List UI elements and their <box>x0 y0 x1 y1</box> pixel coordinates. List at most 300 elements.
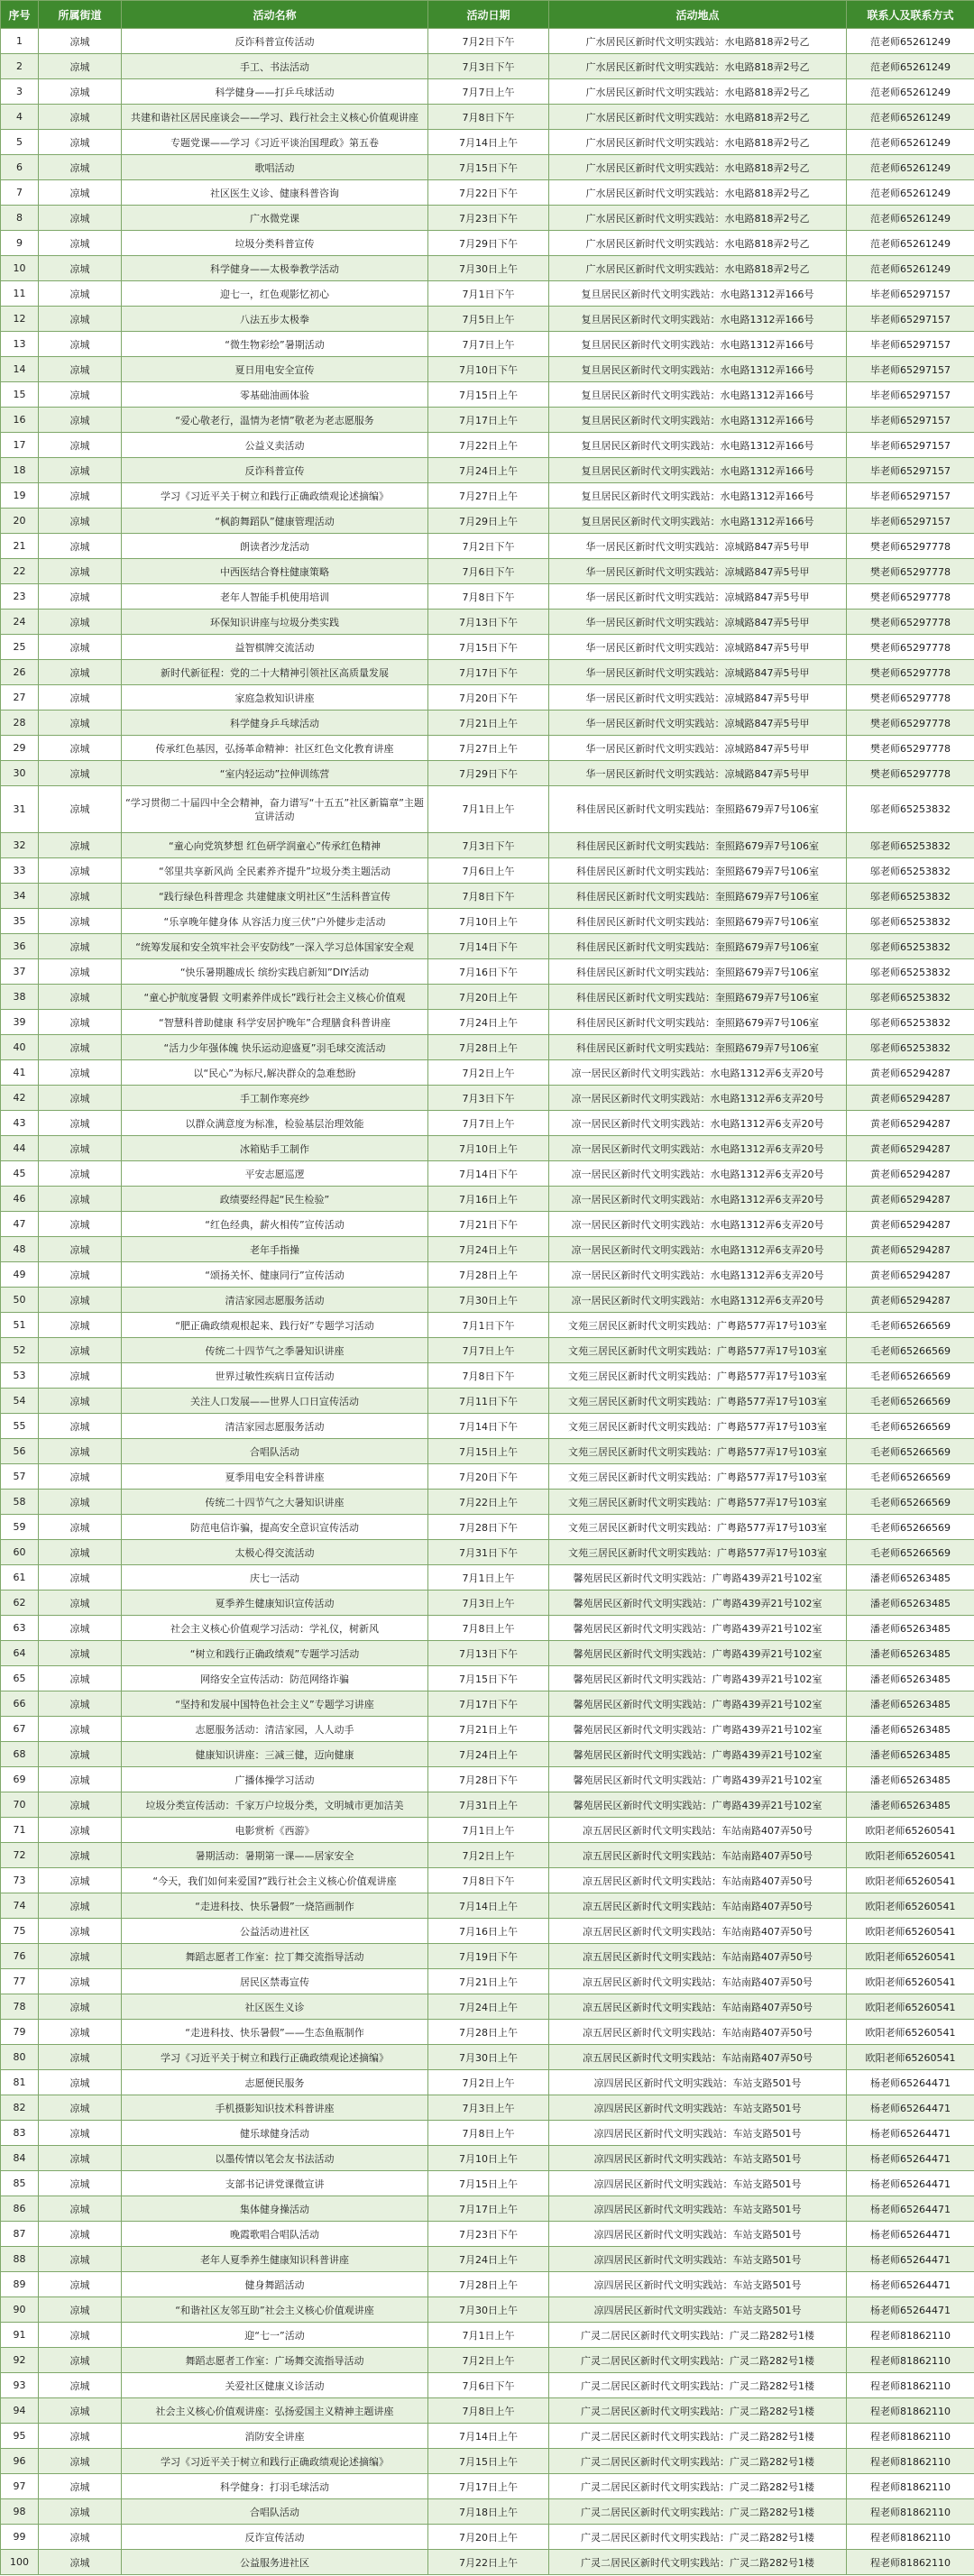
cell-activity: “学习贯彻二十届四中全会精神，奋力谱写“十五五”社区新篇章”主题宣讲活动 <box>122 786 428 833</box>
cell-location: 凉一居民区新时代文明实践站：水电路1312弄6支弄20号 <box>549 1136 847 1161</box>
cell-activity: 夏季用电安全科普讲座 <box>122 1464 428 1490</box>
cell-index: 81 <box>1 2070 39 2095</box>
cell-index: 90 <box>1 2297 39 2323</box>
cell-street: 凉城 <box>39 1792 122 1818</box>
cell-index: 5 <box>1 130 39 155</box>
table-row <box>1 2171 974 2196</box>
cell-street: 凉城 <box>39 2373 122 2398</box>
table-row <box>1 79 974 105</box>
cell-activity: 网络安全宣传活动：防范网络诈骗 <box>122 1666 428 1691</box>
cell-contact: 邬老师65253832 <box>847 833 974 858</box>
cell-date: 7月8日下午 <box>428 1868 549 1893</box>
cell-location: 华一居民区新时代文明实践站：凉城路847弄5号甲 <box>549 635 847 660</box>
cell-contact: 黄老师65294287 <box>847 1237 974 1262</box>
table-row <box>1 231 974 256</box>
cell-date: 7月15日上午 <box>428 382 549 408</box>
cell-location: 凉四居民区新时代文明实践站：车站支路501号 <box>549 2196 847 2222</box>
cell-date: 7月17日下午 <box>428 1691 549 1717</box>
cell-index: 61 <box>1 1565 39 1591</box>
cell-street: 凉城 <box>39 534 122 559</box>
cell-activity: 共建和谐社区居民座谈会——学习、践行社会主义核心价值观讲座 <box>122 105 428 130</box>
cell-index: 70 <box>1 1792 39 1818</box>
table-row <box>1 433 974 458</box>
table-row <box>1 2348 974 2373</box>
cell-street: 凉城 <box>39 1767 122 1792</box>
cell-index: 100 <box>1 2550 39 2575</box>
cell-street: 凉城 <box>39 1262 122 1288</box>
cell-index: 60 <box>1 1540 39 1565</box>
table-row <box>1 155 974 180</box>
table-row <box>1 1944 974 1969</box>
table-row <box>1 1919 974 1944</box>
cell-street: 凉城 <box>39 1490 122 1515</box>
cell-index: 94 <box>1 2398 39 2424</box>
table-row <box>1 1591 974 1616</box>
cell-contact: 毛老师65266569 <box>847 1338 974 1363</box>
cell-street: 凉城 <box>39 1616 122 1641</box>
cell-date: 7月14日下午 <box>428 934 549 959</box>
cell-location: 凉一居民区新时代文明实践站：水电路1312弄6支弄20号 <box>549 1237 847 1262</box>
cell-date: 7月21日上午 <box>428 1969 549 1994</box>
cell-contact: 欧阳老师65260541 <box>847 1994 974 2020</box>
cell-activity: 八法五步太极拳 <box>122 307 428 332</box>
cell-activity: 学习《习近平关于树立和践行正确政绩观论述摘编》 <box>122 483 428 509</box>
cell-contact: 范老师65261249 <box>847 105 974 130</box>
cell-contact: 范老师65261249 <box>847 29 974 54</box>
cell-index: 37 <box>1 959 39 985</box>
cell-activity: 反诈宣传活动 <box>122 2525 428 2550</box>
cell-index: 33 <box>1 858 39 884</box>
cell-street: 凉城 <box>39 858 122 884</box>
header-street: 所属街道 <box>39 1 122 29</box>
cell-date: 7月8日上午 <box>428 1616 549 1641</box>
cell-index: 15 <box>1 382 39 408</box>
cell-index: 68 <box>1 1742 39 1767</box>
cell-activity: “肥正确政绩观根起来、践行好”专题学习活动 <box>122 1313 428 1338</box>
cell-contact: 潘老师65263485 <box>847 1565 974 1591</box>
cell-street: 凉城 <box>39 1540 122 1565</box>
table-row <box>1 2146 974 2171</box>
cell-street: 凉城 <box>39 1994 122 2020</box>
table-row <box>1 1363 974 1389</box>
cell-index: 11 <box>1 281 39 307</box>
cell-activity: 志愿服务活动：清洁家园，人人动手 <box>122 1717 428 1742</box>
cell-location: 复旦居民区新时代文明实践站：水电路1312弄166号 <box>549 307 847 332</box>
cell-street: 凉城 <box>39 2474 122 2499</box>
cell-date: 7月17日下午 <box>428 660 549 685</box>
cell-contact: 杨老师65264471 <box>847 2121 974 2146</box>
cell-date: 7月30日上午 <box>428 256 549 281</box>
cell-location: 文苑三居民区新时代文明实践站：广粤路577弄17号103室 <box>549 1515 847 1540</box>
cell-location: 复旦居民区新时代文明实践站：水电路1312弄166号 <box>549 483 847 509</box>
header-location: 活动地点 <box>549 1 847 29</box>
cell-index: 96 <box>1 2449 39 2474</box>
table-header <box>1 1 974 29</box>
cell-contact: 程老师81862110 <box>847 2474 974 2499</box>
table-row <box>1 1035 974 1060</box>
table-row <box>1 985 974 1010</box>
cell-street: 凉城 <box>39 2348 122 2373</box>
table-row <box>1 858 974 884</box>
table-row <box>1 1414 974 1439</box>
table-row <box>1 2550 974 2575</box>
cell-date: 7月3日上午 <box>428 1591 549 1616</box>
cell-contact: 潘老师65263485 <box>847 1767 974 1792</box>
cell-street: 凉城 <box>39 909 122 934</box>
cell-index: 8 <box>1 206 39 231</box>
cell-contact: 范老师65261249 <box>847 79 974 105</box>
cell-index: 20 <box>1 509 39 534</box>
cell-street: 凉城 <box>39 1161 122 1187</box>
cell-date: 7月22日下午 <box>428 180 549 206</box>
cell-street: 凉城 <box>39 1742 122 1767</box>
cell-activity: 集体健身操活动 <box>122 2196 428 2222</box>
cell-date: 7月5日上午 <box>428 307 549 332</box>
cell-location: 广水居民区新时代文明实践站：水电路818弄2号乙 <box>549 29 847 54</box>
cell-activity: 社区医生义诊 <box>122 1994 428 2020</box>
cell-date: 7月11日下午 <box>428 1389 549 1414</box>
cell-index: 6 <box>1 155 39 180</box>
cell-street: 凉城 <box>39 1389 122 1414</box>
table-row <box>1 180 974 206</box>
cell-activity: 合唱队活动 <box>122 2499 428 2525</box>
cell-date: 7月3日下午 <box>428 54 549 79</box>
cell-date: 7月15日下午 <box>428 635 549 660</box>
cell-activity: “爱心敬老行，温情为老情”敬老为老志愿服务 <box>122 408 428 433</box>
cell-index: 91 <box>1 2323 39 2348</box>
cell-street: 凉城 <box>39 710 122 736</box>
cell-location: 复旦居民区新时代文明实践站：水电路1312弄166号 <box>549 458 847 483</box>
cell-contact: 樊老师65297778 <box>847 660 974 685</box>
cell-street: 凉城 <box>39 635 122 660</box>
cell-index: 72 <box>1 1843 39 1868</box>
cell-street: 凉城 <box>39 761 122 786</box>
cell-date: 7月7日上午 <box>428 332 549 357</box>
cell-street: 凉城 <box>39 1464 122 1490</box>
cell-contact: 范老师65261249 <box>847 206 974 231</box>
cell-index: 18 <box>1 458 39 483</box>
cell-location: 凉一居民区新时代文明实践站：水电路1312弄6支弄20号 <box>549 1161 847 1187</box>
cell-activity: 夏日用电安全宣传 <box>122 357 428 382</box>
cell-index: 88 <box>1 2247 39 2272</box>
cell-date: 7月20日下午 <box>428 1464 549 1490</box>
cell-date: 7月15日下午 <box>428 1666 549 1691</box>
cell-index: 31 <box>1 786 39 833</box>
cell-contact: 杨老师65264471 <box>847 2146 974 2171</box>
cell-date: 7月3日上午 <box>428 2095 549 2121</box>
table-row <box>1 1187 974 1212</box>
table-row <box>1 256 974 281</box>
cell-date: 7月15日上午 <box>428 2171 549 2196</box>
table-row <box>1 1288 974 1313</box>
cell-activity: 老年手指操 <box>122 1237 428 1262</box>
cell-activity: 垃圾分类科普宣传 <box>122 231 428 256</box>
cell-location: 文苑三居民区新时代文明实践站：广粤路577弄17号103室 <box>549 1313 847 1338</box>
cell-contact: 樊老师65297778 <box>847 559 974 584</box>
cell-street: 凉城 <box>39 1944 122 1969</box>
cell-index: 85 <box>1 2171 39 2196</box>
table-row <box>1 2525 974 2550</box>
table-row <box>1 635 974 660</box>
cell-index: 50 <box>1 1288 39 1313</box>
table-row <box>1 2020 974 2045</box>
cell-contact: 樊老师65297778 <box>847 685 974 710</box>
cell-index: 98 <box>1 2499 39 2525</box>
cell-street: 凉城 <box>39 1136 122 1161</box>
cell-index: 93 <box>1 2373 39 2398</box>
cell-street: 凉城 <box>39 1237 122 1262</box>
cell-street: 凉城 <box>39 433 122 458</box>
cell-date: 7月16日上午 <box>428 1187 549 1212</box>
table-row <box>1 357 974 382</box>
cell-date: 7月21日上午 <box>428 1717 549 1742</box>
cell-index: 58 <box>1 1490 39 1515</box>
cell-activity: 社区医生义诊、健康科普咨询 <box>122 180 428 206</box>
cell-street: 凉城 <box>39 1212 122 1237</box>
cell-location: 科佳居民区新时代文明实践站：奎照路679弄7号106室 <box>549 985 847 1010</box>
cell-index: 25 <box>1 635 39 660</box>
cell-index: 38 <box>1 985 39 1010</box>
cell-street: 凉城 <box>39 2070 122 2095</box>
cell-contact: 毕老师65297157 <box>847 433 974 458</box>
cell-location: 凉四居民区新时代文明实践站：车站支路501号 <box>549 2272 847 2297</box>
cell-index: 77 <box>1 1969 39 1994</box>
cell-index: 86 <box>1 2196 39 2222</box>
cell-location: 华一居民区新时代文明实践站：凉城路847弄5号甲 <box>549 736 847 761</box>
cell-location: 文苑三居民区新时代文明实践站：广粤路577弄17号103室 <box>549 1363 847 1389</box>
table-row <box>1 1641 974 1666</box>
cell-activity: “室内轻运动”拉伸训练营 <box>122 761 428 786</box>
cell-activity: 健康知识讲座：三减三健，迈向健康 <box>122 1742 428 1767</box>
cell-location: 广水居民区新时代文明实践站：水电路818弄2号乙 <box>549 180 847 206</box>
cell-index: 1 <box>1 29 39 54</box>
table-row <box>1 1262 974 1288</box>
cell-location: 广灵二居民区新时代文明实践站：广灵二路282号1楼 <box>549 2348 847 2373</box>
cell-contact: 黄老师65294287 <box>847 1060 974 1086</box>
cell-contact: 范老师65261249 <box>847 54 974 79</box>
cell-date: 7月24日上午 <box>428 1994 549 2020</box>
cell-date: 7月14日上午 <box>428 130 549 155</box>
cell-date: 7月22日上午 <box>428 2550 549 2575</box>
cell-date: 7月2日上午 <box>428 1843 549 1868</box>
cell-date: 7月15日上午 <box>428 2449 549 2474</box>
cell-location: 华一居民区新时代文明实践站：凉城路847弄5号甲 <box>549 534 847 559</box>
cell-index: 73 <box>1 1868 39 1893</box>
cell-index: 80 <box>1 2045 39 2070</box>
table-row <box>1 2272 974 2297</box>
cell-contact: 程老师81862110 <box>847 2550 974 2575</box>
cell-index: 41 <box>1 1060 39 1086</box>
table-row <box>1 2323 974 2348</box>
table-row <box>1 1616 974 1641</box>
table-row <box>1 382 974 408</box>
cell-index: 17 <box>1 433 39 458</box>
cell-street: 凉城 <box>39 559 122 584</box>
table-row <box>1 408 974 433</box>
cell-index: 2 <box>1 54 39 79</box>
cell-location: 华一居民区新时代文明实践站：凉城路847弄5号甲 <box>549 660 847 685</box>
cell-index: 69 <box>1 1767 39 1792</box>
cell-date: 7月13日下午 <box>428 1641 549 1666</box>
cell-activity: 防范电信诈骗，提高安全意识宣传活动 <box>122 1515 428 1540</box>
table-row <box>1 332 974 357</box>
cell-street: 凉城 <box>39 1565 122 1591</box>
cell-index: 45 <box>1 1161 39 1187</box>
cell-activity: 零基础油画体验 <box>122 382 428 408</box>
table-row <box>1 2449 974 2474</box>
cell-index: 22 <box>1 559 39 584</box>
cell-activity: 传统二十四节气之大暑知识讲座 <box>122 1490 428 1515</box>
cell-index: 64 <box>1 1641 39 1666</box>
cell-street: 凉城 <box>39 660 122 685</box>
cell-date: 7月29日下午 <box>428 231 549 256</box>
cell-contact: 欧阳老师65260541 <box>847 2020 974 2045</box>
cell-street: 凉城 <box>39 256 122 281</box>
table-row <box>1 833 974 858</box>
cell-location: 文苑三居民区新时代文明实践站：广粤路577弄17号103室 <box>549 1338 847 1363</box>
cell-activity: “童心向党筑梦想 红色研学润童心”传承红色精神 <box>122 833 428 858</box>
cell-index: 54 <box>1 1389 39 1414</box>
cell-contact: 邬老师65253832 <box>847 985 974 1010</box>
cell-contact: 欧阳老师65260541 <box>847 1818 974 1843</box>
cell-contact: 范老师65261249 <box>847 155 974 180</box>
cell-location: 凉五居民区新时代文明实践站：车站南路407弄50号 <box>549 1843 847 1868</box>
cell-index: 97 <box>1 2474 39 2499</box>
cell-street: 凉城 <box>39 1035 122 1060</box>
header-activity: 活动名称 <box>122 1 428 29</box>
cell-location: 科佳居民区新时代文明实践站：奎照路679弄7号106室 <box>549 884 847 909</box>
cell-date: 7月20日上午 <box>428 985 549 1010</box>
cell-street: 凉城 <box>39 2121 122 2146</box>
cell-contact: 欧阳老师65260541 <box>847 1969 974 1994</box>
cell-date: 7月7日上午 <box>428 1111 549 1136</box>
cell-index: 84 <box>1 2146 39 2171</box>
cell-contact: 邬老师65253832 <box>847 909 974 934</box>
cell-contact: 樊老师65297778 <box>847 635 974 660</box>
cell-location: 凉一居民区新时代文明实践站：水电路1312弄6支弄20号 <box>549 1111 847 1136</box>
cell-street: 凉城 <box>39 2020 122 2045</box>
table-row <box>1 458 974 483</box>
cell-street: 凉城 <box>39 2222 122 2247</box>
cell-activity: 中西医结合脊柱健康策略 <box>122 559 428 584</box>
cell-location: 凉四居民区新时代文明实践站：车站支路501号 <box>549 2222 847 2247</box>
cell-location: 复旦居民区新时代文明实践站：水电路1312弄166号 <box>549 382 847 408</box>
table-row <box>1 1691 974 1717</box>
cell-street: 凉城 <box>39 79 122 105</box>
cell-index: 44 <box>1 1136 39 1161</box>
cell-location: 复旦居民区新时代文明实践站：水电路1312弄166号 <box>549 433 847 458</box>
cell-index: 24 <box>1 610 39 635</box>
cell-activity: 家庭急救知识讲座 <box>122 685 428 710</box>
cell-contact: 杨老师65264471 <box>847 2297 974 2323</box>
cell-location: 馨苑居民区新时代文明实践站：广粤路439弄21号102室 <box>549 1767 847 1792</box>
cell-street: 凉城 <box>39 786 122 833</box>
cell-location: 科佳居民区新时代文明实践站：奎照路679弄7号106室 <box>549 1010 847 1035</box>
cell-activity: “红色经典，薪火相传”宣传活动 <box>122 1212 428 1237</box>
cell-location: 复旦居民区新时代文明实践站：水电路1312弄166号 <box>549 281 847 307</box>
cell-date: 7月15日上午 <box>428 1439 549 1464</box>
cell-street: 凉城 <box>39 1060 122 1086</box>
cell-location: 馨苑居民区新时代文明实践站：广粤路439弄21号102室 <box>549 1717 847 1742</box>
cell-street: 凉城 <box>39 934 122 959</box>
cell-location: 广水居民区新时代文明实践站：水电路818弄2号乙 <box>549 105 847 130</box>
cell-activity: 以群众满意度为标准，检验基层治理效能 <box>122 1111 428 1136</box>
cell-location: 馨苑居民区新时代文明实践站：广粤路439弄21号102室 <box>549 1591 847 1616</box>
cell-contact: 程老师81862110 <box>847 2449 974 2474</box>
cell-street: 凉城 <box>39 29 122 54</box>
cell-date: 7月27日上午 <box>428 736 549 761</box>
cell-contact: 欧阳老师65260541 <box>847 1868 974 1893</box>
table-row <box>1 1893 974 1919</box>
cell-contact: 范老师65261249 <box>847 130 974 155</box>
cell-street: 凉城 <box>39 2398 122 2424</box>
cell-activity: 世界过敏性疾病日宣传活动 <box>122 1363 428 1389</box>
cell-activity: 手工、书法活动 <box>122 54 428 79</box>
cell-contact: 杨老师65264471 <box>847 2171 974 2196</box>
cell-date: 7月2日下午 <box>428 534 549 559</box>
cell-activity: “走进科技、快乐暑假”——生态鱼瓶制作 <box>122 2020 428 2045</box>
cell-activity: 反诈科普宣传活动 <box>122 29 428 54</box>
cell-index: 92 <box>1 2348 39 2373</box>
cell-date: 7月1日上午 <box>428 2323 549 2348</box>
cell-street: 凉城 <box>39 130 122 155</box>
cell-street: 凉城 <box>39 1893 122 1919</box>
table-row <box>1 1540 974 1565</box>
cell-location: 馨苑居民区新时代文明实践站：广粤路439弄21号102室 <box>549 1691 847 1717</box>
cell-street: 凉城 <box>39 1515 122 1540</box>
table-row <box>1 1717 974 1742</box>
cell-contact: 毛老师65266569 <box>847 1540 974 1565</box>
cell-activity: 晚霞歌唱合唱队活动 <box>122 2222 428 2247</box>
table-row <box>1 2070 974 2095</box>
table-row <box>1 1010 974 1035</box>
table-row <box>1 786 974 833</box>
cell-street: 凉城 <box>39 1919 122 1944</box>
cell-contact: 程老师81862110 <box>847 2499 974 2525</box>
cell-street: 凉城 <box>39 2297 122 2323</box>
table-row <box>1 1060 974 1086</box>
cell-contact: 樊老师65297778 <box>847 736 974 761</box>
cell-location: 广灵二居民区新时代文明实践站：广灵二路282号1楼 <box>549 2373 847 2398</box>
cell-contact: 潘老师65263485 <box>847 1742 974 1767</box>
cell-contact: 黄老师65294287 <box>847 1086 974 1111</box>
cell-index: 27 <box>1 685 39 710</box>
cell-street: 凉城 <box>39 2525 122 2550</box>
cell-location: 凉五居民区新时代文明实践站：车站南路407弄50号 <box>549 1893 847 1919</box>
header-row <box>1 1 974 29</box>
cell-location: 凉一居民区新时代文明实践站：水电路1312弄6支弄20号 <box>549 1288 847 1313</box>
cell-location: 馨苑居民区新时代文明实践站：广粤路439弄21号102室 <box>549 1616 847 1641</box>
cell-date: 7月23日下午 <box>428 206 549 231</box>
cell-street: 凉城 <box>39 1288 122 1313</box>
cell-street: 凉城 <box>39 1641 122 1666</box>
table-row <box>1 1212 974 1237</box>
table-row <box>1 660 974 685</box>
cell-activity: 科学健身乒乓球活动 <box>122 710 428 736</box>
cell-activity: 新时代新征程：党的二十大精神引领社区高质量发展 <box>122 660 428 685</box>
cell-street: 凉城 <box>39 382 122 408</box>
cell-index: 7 <box>1 180 39 206</box>
cell-street: 凉城 <box>39 105 122 130</box>
cell-street: 凉城 <box>39 1086 122 1111</box>
cell-contact: 范老师65261249 <box>847 256 974 281</box>
cell-activity: 反诈科普宣传 <box>122 458 428 483</box>
cell-index: 29 <box>1 736 39 761</box>
cell-contact: 欧阳老师65260541 <box>847 1893 974 1919</box>
cell-street: 凉城 <box>39 483 122 509</box>
cell-location: 凉一居民区新时代文明实践站：水电路1312弄6支弄20号 <box>549 1060 847 1086</box>
cell-contact: 毛老师65266569 <box>847 1414 974 1439</box>
